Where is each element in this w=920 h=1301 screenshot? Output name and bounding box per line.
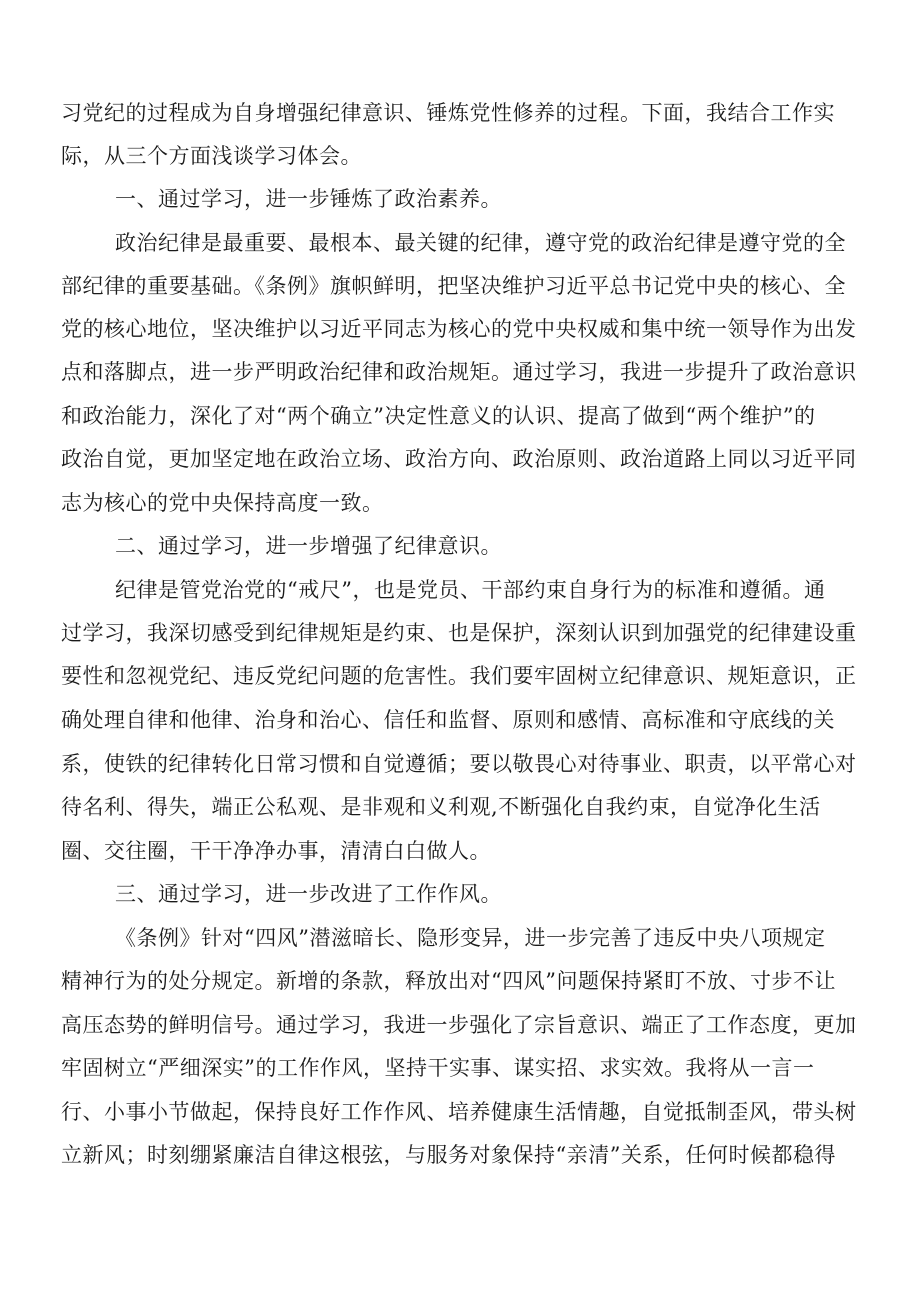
text-line-2: 际，从三个方面浅谈学习体会。 (61, 144, 362, 168)
text-line-9: 政治自觉，更加坚定地在政治立场、政治方向、政治原则、政治道路上同以习近平同 (61, 447, 857, 471)
text-line-23: 牢固树立“严细深实”的工作作风，坚持干实事、谋实招、求实效。我将从一言一 (61, 1056, 815, 1080)
text-line-15: 确处理自律和他律、治身和治心、信任和监督、原则和感情、高标准和守底线的关 (61, 708, 835, 732)
text-line-10: 志为核心的党中央保持高度一致。 (61, 491, 384, 515)
text-line-1: 习党纪的过程成为自身增强纪律意识、锤炼党性修养的过程。下面，我结合工作实 (61, 101, 835, 125)
text-line-16: 系，使铁的纪律转化日常习惯和自觉遵循；要以敬畏心对待事业、职责，以平常心对 (61, 752, 857, 776)
heading-section-3: 三、通过学习，进一步改进了工作作风。 (115, 882, 502, 906)
text-line-5: 部纪律的重要基础。《条例》旗帜鲜明，把坚决维护习近平总书记党中央的核心、全 (61, 274, 846, 298)
text-line-21: 精神行为的处分规定。新增的条款，释放出对“四风”问题保持紧盯不放、寸步不让 (61, 969, 836, 993)
text-line-22: 高压态势的鲜明信号。通过学习，我进一步强化了宗旨意识、端正了工作态度，更加 (61, 1013, 857, 1037)
text-line-20: 《条例》针对“四风”潜滋暗长、隐形变异，进一步完善了违反中央八项规定 (115, 926, 826, 950)
text-line-13: 过学习，我深切感受到纪律规矩是约束、也是保护，深刻认识到加强党的纪律建设重 (61, 621, 857, 645)
heading-section-1: 一、通过学习，进一步锤炼了政治素养。 (115, 187, 502, 211)
text-line-6: 党的核心地位，坚决维护以习近平同志为核心的党中央权威和集中统一领导作为出发 (61, 317, 857, 341)
text-line-12: 纪律是管党治党的“戒尺”，也是党员、干部约束自身行为的标准和遵循。通 (115, 578, 826, 602)
text-line-8: 和政治能力，深化了对“两个确立”决定性意义的认识、提高了做到“两个维护”的 (61, 404, 816, 428)
text-line-7: 点和落脚点，进一步严明政治纪律和政治规矩。通过学习，我进一步提升了政治意识 (61, 360, 857, 384)
text-line-17: 待名利、得失，端正公私观、是非观和义利观,不断强化自我约束，自觉净化生活 (61, 795, 821, 819)
heading-section-2: 二、通过学习，进一步增强了纪律意识。 (115, 534, 502, 558)
text-line-4: 政治纪律是最重要、最根本、最关键的纪律，遵守党的政治纪律是遵守党的全 (115, 231, 846, 255)
text-line-14: 要性和忽视党纪、违反党纪问题的危害性。我们要牢固树立纪律意识、规矩意识，正 (61, 664, 857, 688)
text-line-18: 圈、交往圈，干干净净办事，清清白白做人。 (61, 839, 491, 863)
text-line-25: 立新风；时刻绷紧廉洁自律这根弦，与服务对象保持“亲清”关系，任何时候都稳得 (61, 1143, 836, 1167)
text-line-24: 行、小事小节做起，保持良好工作作风、培养健康生活情趣，自觉抵制歪风，带头树 (61, 1100, 857, 1124)
